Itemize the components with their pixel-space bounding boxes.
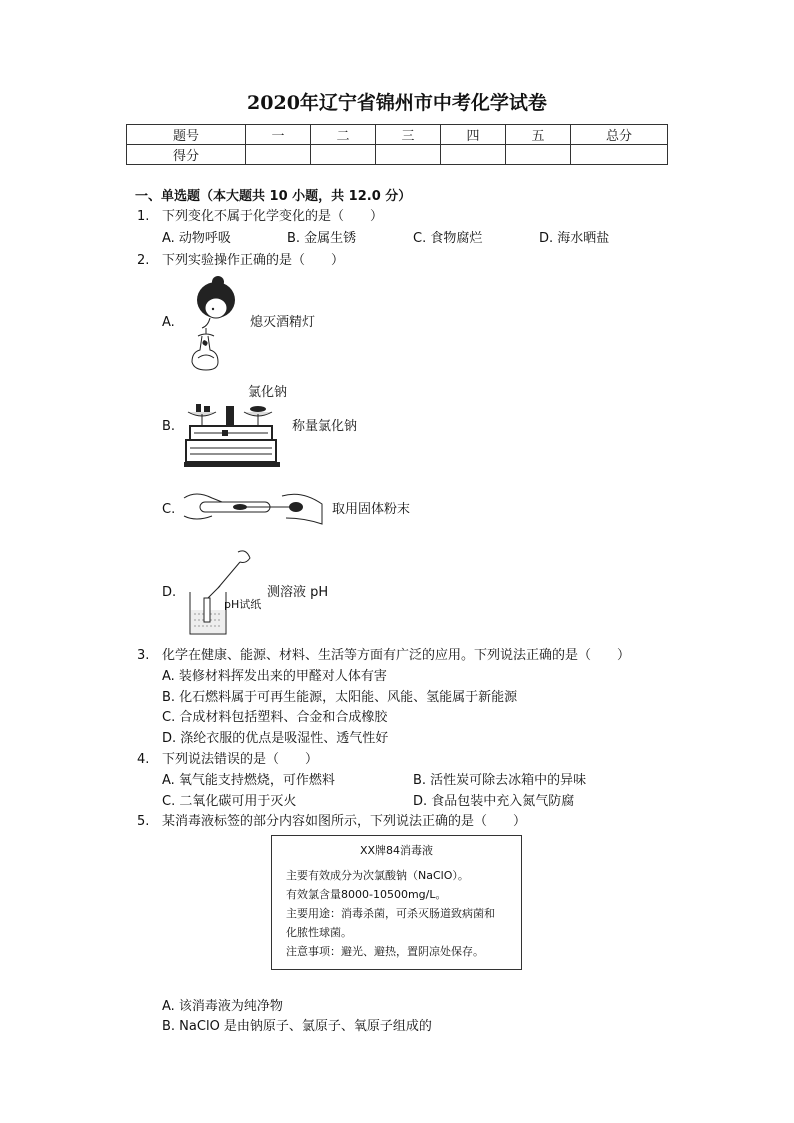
balance-figure xyxy=(182,396,282,468)
exam-title: 2020年辽宁省锦州市中考化学试卷 xyxy=(247,92,547,114)
question-text: 某消毒液标签的部分内容如图所示，下列说法正确的是（ ） xyxy=(162,814,527,829)
question-number: 2. xyxy=(137,253,150,268)
figure-label: pH试纸 xyxy=(224,598,262,611)
option-b: B. 化石燃料属于可再生能源，太阳能、风能、氢能属于新能源 xyxy=(162,690,518,705)
score-cell: 五 xyxy=(506,125,571,145)
option-letter: C. xyxy=(162,502,176,517)
score-input-cell xyxy=(571,145,668,165)
blowing-alcohol-lamp-figure xyxy=(180,274,245,374)
option-a: A. 动物呼吸 xyxy=(162,231,231,246)
option-b: B. NaClO 是由钠原子、氯原子、氧原子组成的 xyxy=(162,1019,432,1034)
score-input-cell xyxy=(246,145,311,165)
label-line: 主要用途：消毒杀菌，可杀灭肠道致病菌和 xyxy=(286,907,495,920)
option-caption: 测溶液 pH xyxy=(267,585,329,600)
score-table xyxy=(126,124,668,165)
option-a: A. 该消毒液为纯净物 xyxy=(162,999,283,1014)
score-table-header-row xyxy=(127,125,668,145)
score-cell: 四 xyxy=(441,125,506,145)
option-caption: 熄灭酒精灯 xyxy=(250,315,316,330)
option-c: C. 二氧化碳可用于灭火 xyxy=(162,794,297,809)
score-cell: 题号 xyxy=(127,125,246,145)
label-title: XX牌84消毒液 xyxy=(359,844,434,857)
question-text: 下列说法错误的是（ ） xyxy=(162,752,319,767)
question-text: 下列实验操作正确的是（ ） xyxy=(162,253,345,268)
question-number: 4. xyxy=(137,752,150,767)
score-input-cell xyxy=(506,145,571,165)
option-c: C. 食物腐烂 xyxy=(413,231,483,246)
label-line: 有效氯含量8000-10500mg/L。 xyxy=(286,888,447,901)
option-d: D. 海水晒盐 xyxy=(539,231,610,246)
option-a: A. 装修材料挥发出来的甲醛对人体有害 xyxy=(162,669,387,684)
label-line: 主要有效成分为次氯酸钠（NaClO）。 xyxy=(286,869,469,882)
option-letter: A. xyxy=(162,315,175,330)
score-table-score-row xyxy=(127,145,668,165)
score-cell: 总分 xyxy=(571,125,668,145)
option-b: B. 金属生锈 xyxy=(287,231,357,246)
question-number: 3. xyxy=(137,648,150,663)
score-cell: 一 xyxy=(246,125,311,145)
question-text: 下列变化不属于化学变化的是（ ） xyxy=(162,209,384,224)
score-cell: 得分 xyxy=(127,145,246,165)
option-c: C. 合成材料包括塑料、合金和合成橡胶 xyxy=(162,710,388,725)
question-text: 化学在健康、能源、材料、生活等方面有广泛的应用。下列说法正确的是（ ） xyxy=(162,648,631,663)
figure-label: 氯化钠 xyxy=(248,385,288,400)
question-number: 5. xyxy=(137,814,150,829)
label-line: 化脓性球菌。 xyxy=(286,926,352,939)
option-letter: B. xyxy=(162,419,176,434)
question-number: 1. xyxy=(137,209,150,224)
section-heading: 一、单选题（本大题共 10 小题，共 12.0 分） xyxy=(135,189,412,204)
option-b: B. 活性炭可除去冰箱中的异味 xyxy=(413,773,587,788)
score-cell: 二 xyxy=(311,125,376,145)
label-line: 注意事项：避光、避热，置阴凉处保存。 xyxy=(286,945,484,958)
powder-test-tube-figure xyxy=(182,488,324,528)
ph-test-figure xyxy=(186,548,266,638)
option-letter: D. xyxy=(162,585,177,600)
disinfectant-label-box xyxy=(271,835,522,970)
score-input-cell xyxy=(441,145,506,165)
option-a: A. 氧气能支持燃烧，可作燃料 xyxy=(162,773,335,788)
option-caption: 取用固体粉末 xyxy=(332,502,411,517)
score-input-cell xyxy=(311,145,376,165)
option-caption: 称量氯化钠 xyxy=(292,419,358,434)
score-cell: 三 xyxy=(376,125,441,145)
option-d: D. 涤纶衣服的优点是吸湿性、透气性好 xyxy=(162,731,389,746)
option-d: D. 食品包装中充入氮气防腐 xyxy=(413,794,575,809)
score-input-cell xyxy=(376,145,441,165)
